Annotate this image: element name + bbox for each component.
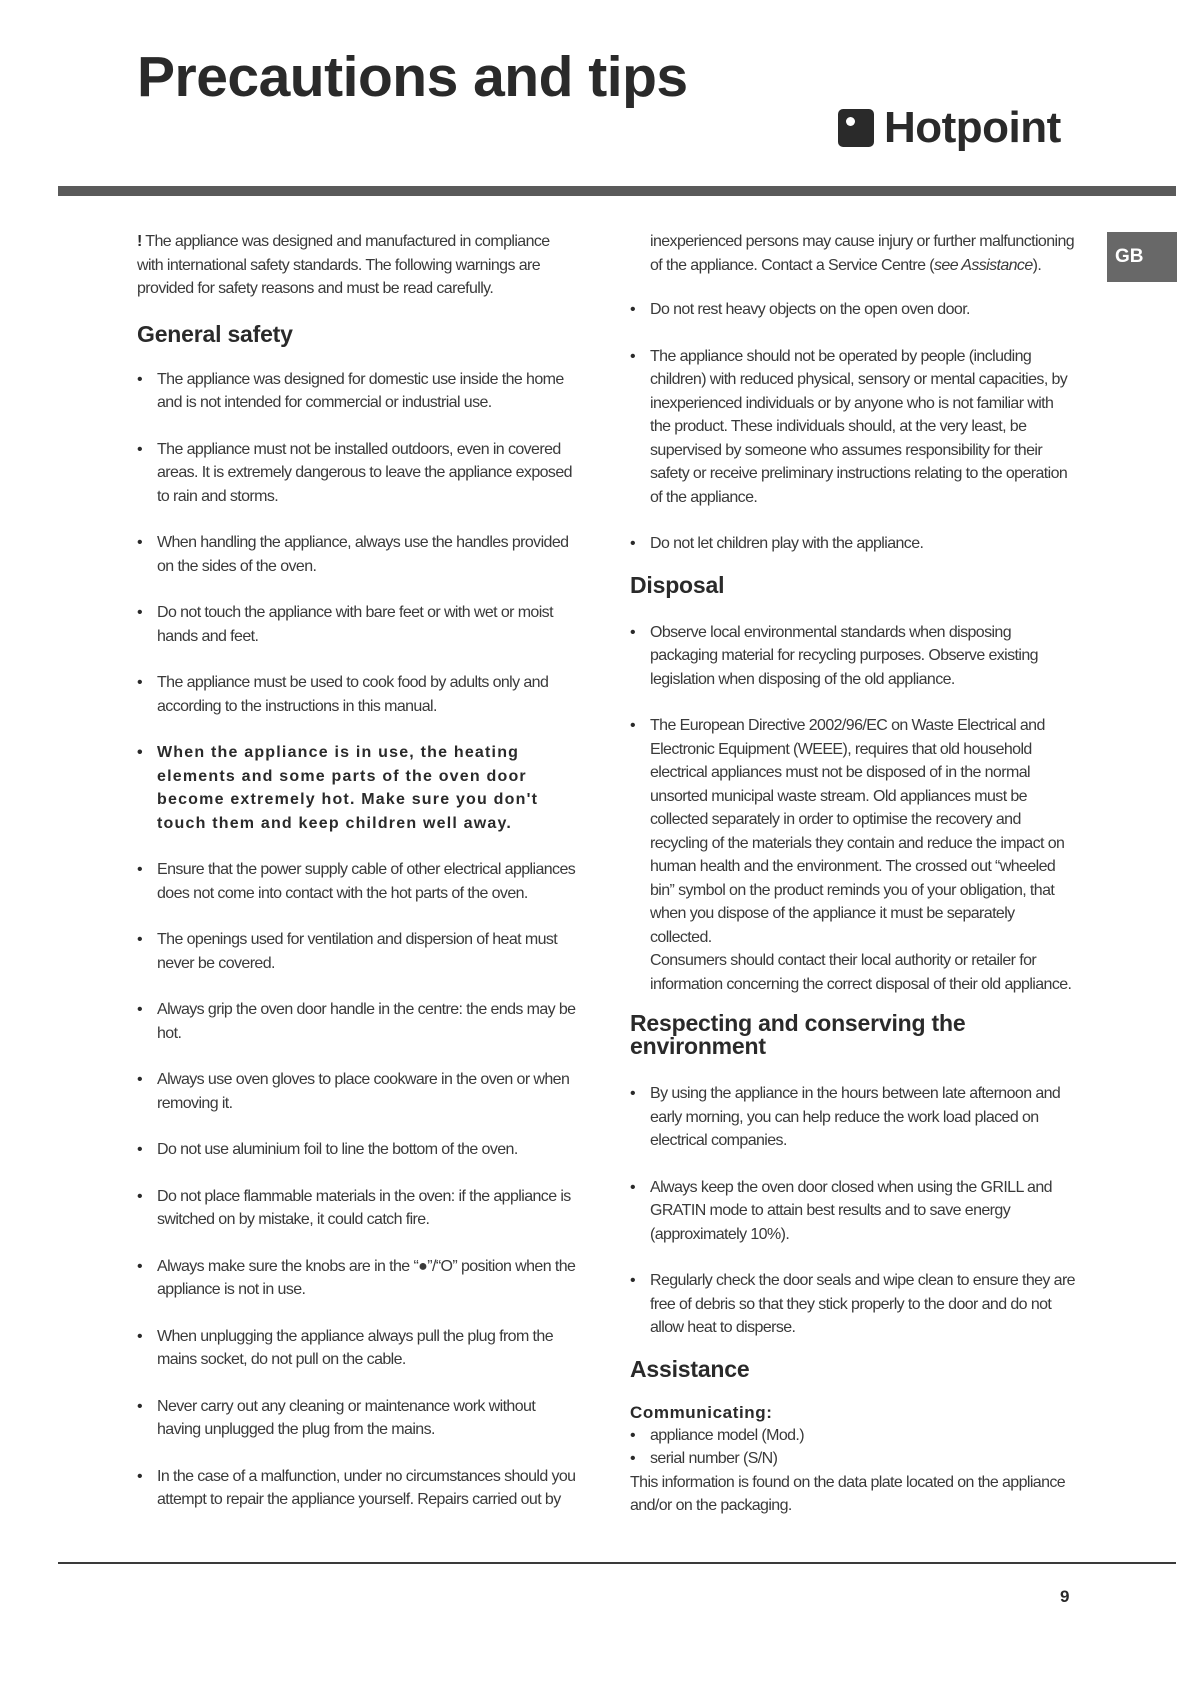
section-heading-assistance: Assistance — [630, 1355, 750, 1382]
section-heading-disposal: Disposal — [630, 571, 725, 598]
header-divider — [58, 186, 1176, 196]
continued-text: inexperienced persons may cause injury or further malfunctioning of the appliance. Contact a Service Centre ( — [650, 233, 1075, 274]
general-safety-list — [137, 368, 577, 1512]
assistance-list — [630, 1424, 1075, 1471]
continued-text-end: ). — [1032, 256, 1042, 274]
footer-divider — [58, 1562, 1176, 1564]
list-item: • Always grip the oven door handle in the centre: the ends may be hot. — [137, 998, 577, 1045]
section-heading-general-safety: General safety — [137, 320, 293, 347]
list-item: • Ensure that the power supply cable of other electrical appliances does not come into contact with the hot parts of the oven. — [137, 858, 577, 905]
assistance-subheading: Communicating: — [630, 1402, 773, 1422]
list-item: • When unplugging the appliance always pull the plug from the mains socket, do not pull on the cable. — [137, 1325, 577, 1372]
list-item: • appliance model (Mod.) — [630, 1424, 1075, 1448]
continued-paragraph — [630, 230, 1075, 277]
list-item: • In the case of a malfunction, under no circumstances should you attempt to repair the appliance yourself. Repairs carried out by — [137, 1465, 577, 1512]
section-heading-environment: Respecting and conserving the environment — [630, 1010, 966, 1059]
hotpoint-logo-icon — [838, 109, 874, 147]
list-item: • serial number (S/N) — [630, 1447, 1075, 1471]
list-item: • Always make sure the knobs are in the “●”/“O” position when the appliance is not in use. — [137, 1255, 577, 1302]
list-item: • The European Directive 2002/96/EC on Waste Electrical and Electronic Equipment (WEEE), requires that old household electrical appliances must not be disposed of in the normal unsorted municipal waste stream. Old appliances must be collected separately in order to optimise the recovery and recycling of the materials they contain and reduce the impact on human health and the environment. The crossed out “wheeled bin” symbol on the product reminds you of your obligation, that when you dispose of the appliance it must be separately collected. — [630, 714, 1075, 949]
list-item: • Always keep the oven door closed when using the GRILL and GRATIN mode to attain best results and to save energy (approximately 10%). — [630, 1176, 1075, 1247]
list-item: • The appliance must be used to cook food by adults only and according to the instructions in this manual. — [137, 671, 577, 718]
assistance-reference: see Assistance — [934, 256, 1033, 274]
list-item: • Never carry out any cleaning or maintenance work without having unplugged the plug from the mains. — [137, 1395, 577, 1442]
list-item: • Regularly check the door seals and wipe clean to ensure they are free of debris so that they stick properly to the door and do not allow heat to disperse. — [630, 1269, 1075, 1340]
assistance-note: This information is found on the data plate located on the appliance and/or on the packaging. — [630, 1473, 1066, 1514]
list-item: • Do not touch the appliance with bare feet or with wet or moist hands and feet. — [137, 601, 577, 648]
list-item: • When handling the appliance, always use the handles provided on the sides of the oven. — [137, 531, 577, 578]
warning-mark: ! — [137, 233, 142, 250]
list-item: • By using the appliance in the hours between late afternoon and early morning, you can help reduce the work load placed on electrical companies. — [630, 1082, 1075, 1153]
general-safety-list-continued — [630, 298, 1075, 556]
list-item: • The appliance should not be operated by people (including children) with reduced physical, sensory or mental capacities, by inexperienced individuals or by anyone who is not familiar with the product. These individuals should, at the very least, be supervised by someone who assumes responsibility for their safety or receive preliminary instructions relating to the operation of the appliance. — [630, 345, 1075, 510]
list-item-hot-warning: • When the appliance is in use, the heating elements and some parts of the oven door become extremely hot. Make sure you don't touch them and keep children well away. — [137, 741, 577, 835]
list-item: • Do not place flammable materials in the oven: if the appliance is switched on by mistake, it could catch fire. — [137, 1185, 577, 1232]
list-item: • The openings used for ventilation and dispersion of heat must never be covered. — [137, 928, 577, 975]
right-column — [630, 230, 1075, 1518]
environment-list — [630, 1082, 1075, 1340]
list-item: • Do not use aluminium foil to line the bottom of the oven. — [137, 1138, 577, 1162]
left-column — [137, 230, 577, 1512]
intro-text: The appliance was designed and manufactured in compliance with international safety standards. The following warnings are provided for safety reasons and must be read carefully. — [137, 233, 550, 297]
brand-name: Hotpoint — [884, 103, 1061, 152]
list-item: • The appliance was designed for domestic use inside the home and is not intended for commercial or industrial use. — [137, 368, 577, 415]
page-number: 9 — [1060, 1587, 1070, 1606]
brand-logo — [838, 103, 1061, 153]
disposal-list — [630, 621, 1075, 950]
disposal-note: Consumers should contact their local authority or retailer for information concerning the correct disposal of their old appliance. — [650, 952, 1072, 993]
list-item: • Observe local environmental standards when disposing packaging material for recycling purposes. Observe existing legislation when disposing of the old appliance. — [630, 621, 1075, 692]
list-item: • Do not let children play with the appliance. — [630, 532, 1075, 556]
list-item: • Always use oven gloves to place cookware in the oven or when removing it. — [137, 1068, 577, 1115]
list-item: • Do not rest heavy objects on the open oven door. — [630, 298, 1075, 322]
page-title: Precautions and tips — [137, 45, 688, 109]
intro-paragraph — [137, 230, 577, 301]
language-tab: GB — [1107, 232, 1177, 282]
list-item: • The appliance must not be installed outdoors, even in covered areas. It is extremely dangerous to leave the appliance exposed to rain and storms. — [137, 438, 577, 509]
